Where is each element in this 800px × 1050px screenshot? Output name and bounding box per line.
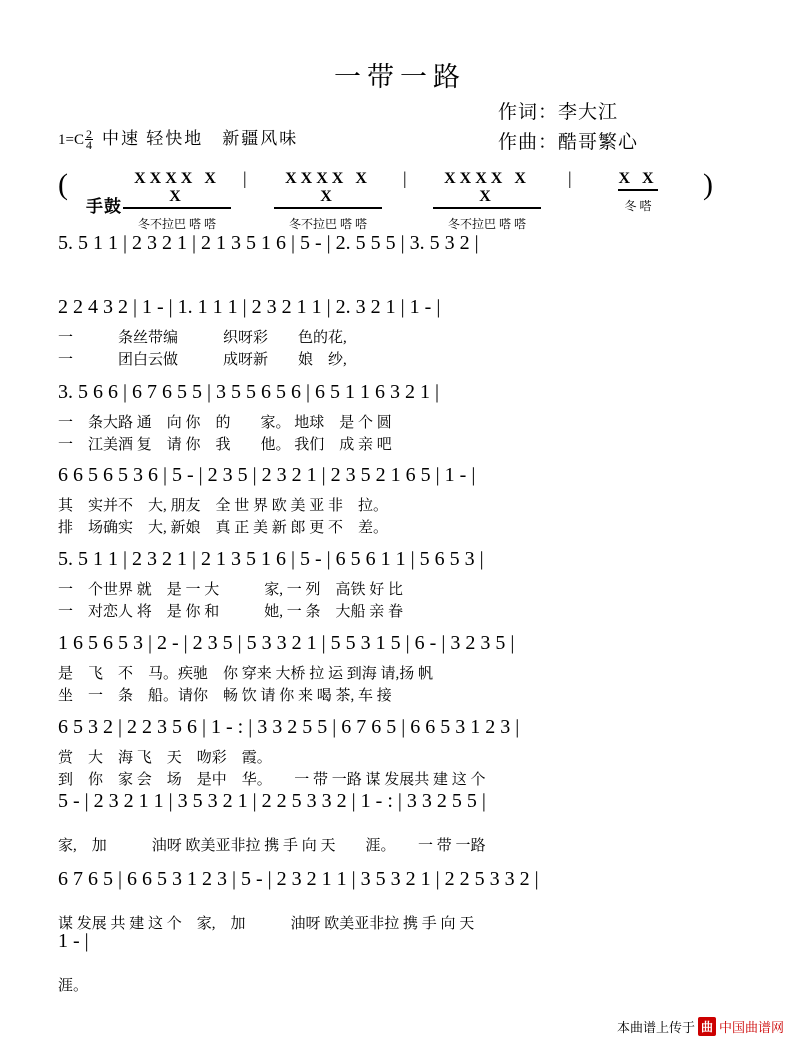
note-row: 5. 5 1 1 | 2 3 2 1 | 2 1 3 5 1 6 | 5 - | 2. 5 5 5 | 3. 5 3 2 | <box>58 232 479 254</box>
staff-line <box>58 716 758 790</box>
note-row: 6 7 6 5 | 6 6 5 3 1 2 3 | 5 - | 2 3 2 1 1 | 3 5 3 2 1 | 2 2 5 3 3 2 | <box>58 868 539 890</box>
percussion-group <box>123 170 231 232</box>
key-tempo-line <box>58 124 298 151</box>
staff-line <box>58 548 758 622</box>
lyric-row-2: 一 团白云做 成呀新 娘 纱, <box>58 352 347 368</box>
site-name: 中国曲谱网 <box>718 1020 784 1035</box>
staff-line <box>58 868 758 934</box>
percussion-group <box>274 170 382 232</box>
credits <box>498 98 638 158</box>
lyric-row-2: 到 你 家 会 场 是中 华。 一 带 一路 谋 发展共 建 这 个 <box>58 772 486 788</box>
page-title: 一带一路 <box>334 62 466 92</box>
note-row: 3. 5 6 6 | 6 7 6 5 5 | 3 5 5 6 5 6 | 6 5 1 1 6 3 2 1 | <box>58 381 440 403</box>
note-row: 1 - | <box>58 930 89 952</box>
lyricist-credit: 作词：李大江 <box>498 102 619 123</box>
key-signature: 1=C <box>58 132 84 148</box>
barline: | <box>403 168 407 188</box>
site-logo-icon: 曲 <box>698 1017 716 1036</box>
lyric-row-1: 赏 大 海 飞 天 吻彩 霞。 <box>58 750 272 766</box>
lyric-row-1: 涯。 <box>58 978 89 994</box>
staff-line <box>58 930 758 996</box>
percussion-label: 手鼓 <box>86 197 122 216</box>
lyric-row-2: 排 场确实 大, 新娘 真 正 美 新 郎 更 不 差。 <box>58 520 389 536</box>
percussion-beats: XXXX X X <box>123 170 231 209</box>
note-row: 1 6 5 6 5 3 | 2 - | 2 3 5 | 5 3 3 2 1 | 5 5 3 1 5 | 6 - | 3 2 3 5 | <box>58 632 515 654</box>
lyric-row-1: 其 实并不 大, 朋友 全 世 界 欧 美 亚 非 拉。 <box>58 498 389 514</box>
barline: | <box>243 168 247 188</box>
percussion-group <box>433 170 541 232</box>
percussion-intro <box>58 168 748 231</box>
lyric-row-1: 一 条大路 通 向 你 的 家。 地球 是 个 圆 <box>58 415 392 431</box>
percussion-group <box>598 170 678 214</box>
percussion-syllables: 冬不拉巴 嗒 嗒 <box>288 217 367 231</box>
lyric-row-1: 谋 发展 共 建 这 个 家, 加 油呀 欧美亚非拉 携 手 向 天 <box>58 916 475 932</box>
time-signature-unit: 4 <box>85 138 92 153</box>
staff-line <box>58 381 758 455</box>
close-paren: ) <box>703 168 713 201</box>
lyric-row-1: 一 个世界 就 是 一 大 家, 一 列 高铁 好 比 <box>58 582 404 598</box>
note-row: 5. 5 1 1 | 2 3 2 1 | 2 1 3 5 1 6 | 5 - | 6 5 6 1 1 | 5 6 5 3 | <box>58 548 484 570</box>
barline: | <box>568 168 572 188</box>
lyric-row-1: 家, 加 油呀 欧美亚非拉 携 手 向 天 涯。 一 带 一路 <box>58 838 486 854</box>
lyric-row-2: 一 对恋人 将 是 你 和 她, 一 条 大船 亲 眷 <box>58 604 404 620</box>
lyric-row-2: 坐 一 条 船。请你 畅 饮 请 你 来 喝 茶, 车 接 <box>58 688 392 704</box>
note-row: 6 6 5 6 5 3 6 | 5 - | 2 3 5 | 2 3 2 1 | 2 3 5 2 1 6 5 | 1 - | <box>58 464 476 486</box>
staff-line <box>58 790 758 856</box>
footer-watermark <box>617 1017 784 1036</box>
staff-line <box>58 296 758 370</box>
time-signature <box>85 127 93 153</box>
percussion-syllables: 冬 嗒 <box>624 199 652 213</box>
note-row: 6 5 3 2 | 2 2 3 5 6 | 1 - : | 3 3 2 5 5 | 6 7 6 5 | 6 6 5 3 1 2 3 | <box>58 716 520 738</box>
time-signature-beats: 2 <box>85 127 92 142</box>
open-paren: ( <box>58 168 68 201</box>
percussion-syllables: 冬不拉巴 嗒 嗒 <box>137 217 216 231</box>
lyric-row-1: 是 飞 不 马。疾驰 你 穿来 大桥 拉 运 到海 请,扬 帆 <box>58 666 434 682</box>
staff-line <box>58 464 758 538</box>
percussion-beats: XXXX X X <box>433 170 541 209</box>
staff-line <box>58 632 758 706</box>
lyric-row-1: 一 条丝带编 织呀彩 色的花, <box>58 330 347 346</box>
composer-credit: 作曲：酷哥繁心 <box>498 132 639 153</box>
staff-line <box>58 232 758 262</box>
percussion-syllables: 冬不拉巴 嗒 嗒 <box>447 217 526 231</box>
percussion-beats: X X <box>618 170 657 191</box>
note-row: 2 2 4 3 2 | 1 - | 1. 1 1 1 | 2 3 2 1 1 | 2. 3 2 1 | 1 - | <box>58 296 441 318</box>
percussion-beats: XXXX X X <box>274 170 382 209</box>
note-row: 5 - | 2 3 2 1 1 | 3 5 3 2 1 | 2 2 5 3 3 2 | 1 - : | 3 3 2 5 5 | <box>58 790 486 812</box>
tempo-marks: 中速 轻快地 新疆风味 <box>101 129 299 148</box>
footer-prefix: 本曲谱上传于 <box>616 1020 695 1035</box>
lyric-row-2: 一 江美酒 复 请 你 我 他。 我们 成 亲 吧 <box>58 437 392 453</box>
